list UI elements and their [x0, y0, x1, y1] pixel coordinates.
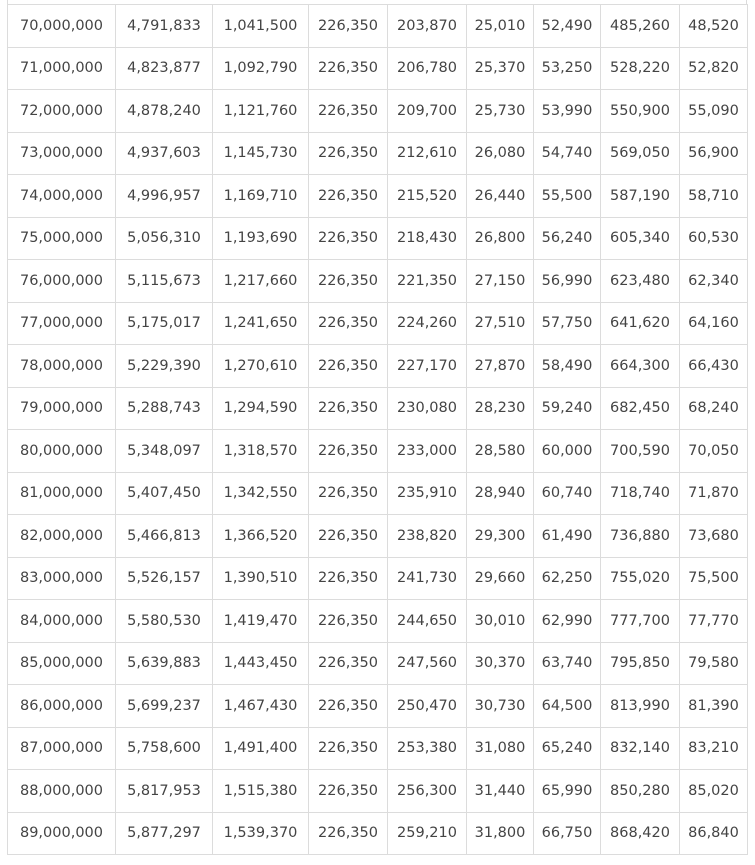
- table-cell: 65,990: [534, 770, 601, 813]
- table-cell: 81,000,000: [8, 472, 116, 515]
- table-row: [8, 770, 748, 813]
- table-cell: 66,430: [680, 345, 748, 388]
- table-cell: 65,240: [534, 727, 601, 770]
- table-cell: 215,520: [388, 175, 467, 218]
- table-cell: 57,750: [534, 302, 601, 345]
- table-row: [8, 90, 748, 133]
- table-cell: 569,050: [601, 132, 680, 175]
- table-cell: 30,010: [467, 600, 534, 643]
- table-body: [8, 5, 748, 855]
- table-cell: 485,260: [601, 5, 680, 48]
- table-cell: 1,041,500: [213, 5, 309, 48]
- table-cell: 30,730: [467, 685, 534, 728]
- table-cell: 641,620: [601, 302, 680, 345]
- table-cell: 1,217,660: [213, 260, 309, 303]
- table-cell: 25,370: [467, 47, 534, 90]
- table-cell: 77,000,000: [8, 302, 116, 345]
- table-cell: 1,491,400: [213, 727, 309, 770]
- table-cell: 75,500: [680, 557, 748, 600]
- table-cell: 795,850: [601, 642, 680, 685]
- table-row: [8, 387, 748, 430]
- table-cell: 54,740: [534, 132, 601, 175]
- table-row: [8, 600, 748, 643]
- table-cell: 230,080: [388, 387, 467, 430]
- table-cell: 58,710: [680, 175, 748, 218]
- table-cell: 87,000,000: [8, 727, 116, 770]
- table-cell: 5,817,953: [116, 770, 213, 813]
- table-cell: 58,490: [534, 345, 601, 388]
- table-cell: 31,800: [467, 812, 534, 855]
- table-cell: 250,470: [388, 685, 467, 728]
- table-cell: 700,590: [601, 430, 680, 473]
- table-cell: 72,000,000: [8, 90, 116, 133]
- table-cell: 664,300: [601, 345, 680, 388]
- table-row: [8, 217, 748, 260]
- table-cell: 813,990: [601, 685, 680, 728]
- table-row: [8, 132, 748, 175]
- table-cell: 64,160: [680, 302, 748, 345]
- table-cell: 209,700: [388, 90, 467, 133]
- table-cell: 88,000,000: [8, 770, 116, 813]
- table-cell: 1,515,380: [213, 770, 309, 813]
- table-cell: 1,270,610: [213, 345, 309, 388]
- table-cell: 226,350: [309, 90, 388, 133]
- table-cell: 48,520: [680, 5, 748, 48]
- table-cell: 1,294,590: [213, 387, 309, 430]
- table-cell: 5,056,310: [116, 217, 213, 260]
- table-cell: 1,390,510: [213, 557, 309, 600]
- table-cell: 868,420: [601, 812, 680, 855]
- table-cell: 64,500: [534, 685, 601, 728]
- table-cell: 226,350: [309, 47, 388, 90]
- table-cell: 86,000,000: [8, 685, 116, 728]
- table-cell: 226,350: [309, 430, 388, 473]
- table-cell: 52,490: [534, 5, 601, 48]
- table-cell: 53,250: [534, 47, 601, 90]
- table-cell: 59,240: [534, 387, 601, 430]
- table-cell: 5,175,017: [116, 302, 213, 345]
- table-cell: 226,350: [309, 5, 388, 48]
- table-cell: 70,050: [680, 430, 748, 473]
- table-cell: 218,430: [388, 217, 467, 260]
- table-cell: 5,758,600: [116, 727, 213, 770]
- table-cell: 850,280: [601, 770, 680, 813]
- table-row: [8, 812, 748, 855]
- table-cell: 226,350: [309, 132, 388, 175]
- table-cell: 256,300: [388, 770, 467, 813]
- table-cell: 79,000,000: [8, 387, 116, 430]
- table-cell: 85,020: [680, 770, 748, 813]
- table-cell: 1,539,370: [213, 812, 309, 855]
- table-cell: 80,000,000: [8, 430, 116, 473]
- table-cell: 60,740: [534, 472, 601, 515]
- table-cell: 31,440: [467, 770, 534, 813]
- table-cell: 29,300: [467, 515, 534, 558]
- table-cell: 1,467,430: [213, 685, 309, 728]
- table-cell: 75,000,000: [8, 217, 116, 260]
- table-cell: 89,000,000: [8, 812, 116, 855]
- table-cell: 56,240: [534, 217, 601, 260]
- table-cell: 226,350: [309, 260, 388, 303]
- table-cell: 53,990: [534, 90, 601, 133]
- table-cell: 587,190: [601, 175, 680, 218]
- table-cell: 259,210: [388, 812, 467, 855]
- table-cell: 226,350: [309, 642, 388, 685]
- table-cell: 85,000,000: [8, 642, 116, 685]
- table-cell: 226,350: [309, 302, 388, 345]
- table-cell: 62,340: [680, 260, 748, 303]
- table-cell: 29,660: [467, 557, 534, 600]
- table-cell: 777,700: [601, 600, 680, 643]
- table-cell: 1,318,570: [213, 430, 309, 473]
- table-cell: 73,000,000: [8, 132, 116, 175]
- table-cell: 27,870: [467, 345, 534, 388]
- table-cell: 31,080: [467, 727, 534, 770]
- table-cell: 623,480: [601, 260, 680, 303]
- table-cell: 605,340: [601, 217, 680, 260]
- table-row: [8, 302, 748, 345]
- table-cell: 78,000,000: [8, 345, 116, 388]
- table-cell: 83,210: [680, 727, 748, 770]
- table-cell: 226,350: [309, 727, 388, 770]
- table-cell: 241,730: [388, 557, 467, 600]
- table-cell: 55,090: [680, 90, 748, 133]
- table-row: [8, 685, 748, 728]
- table-cell: 63,740: [534, 642, 601, 685]
- table-cell: 203,870: [388, 5, 467, 48]
- table-cell: 68,240: [680, 387, 748, 430]
- table-cell: 60,000: [534, 430, 601, 473]
- table-cell: 66,750: [534, 812, 601, 855]
- table-cell: 5,407,450: [116, 472, 213, 515]
- table-cell: 5,229,390: [116, 345, 213, 388]
- table-cell: 52,820: [680, 47, 748, 90]
- table-cell: 25,010: [467, 5, 534, 48]
- table-cell: 226,350: [309, 685, 388, 728]
- table-cell: 5,466,813: [116, 515, 213, 558]
- table-cell: 4,823,877: [116, 47, 213, 90]
- table-cell: 26,080: [467, 132, 534, 175]
- table-cell: 1,443,450: [213, 642, 309, 685]
- table-cell: 61,490: [534, 515, 601, 558]
- table-cell: 832,140: [601, 727, 680, 770]
- table-cell: 226,350: [309, 345, 388, 388]
- table-cell: 206,780: [388, 47, 467, 90]
- table-row: [8, 345, 748, 388]
- table-cell: 28,940: [467, 472, 534, 515]
- table-cell: 1,366,520: [213, 515, 309, 558]
- table-cell: 60,530: [680, 217, 748, 260]
- table-cell: 226,350: [309, 770, 388, 813]
- table-cell: 5,288,743: [116, 387, 213, 430]
- table-cell: 682,450: [601, 387, 680, 430]
- table-cell: 71,000,000: [8, 47, 116, 90]
- table-cell: 233,000: [388, 430, 467, 473]
- table-cell: 224,260: [388, 302, 467, 345]
- table-cell: 25,730: [467, 90, 534, 133]
- table-cell: 56,900: [680, 132, 748, 175]
- table-cell: 1,121,760: [213, 90, 309, 133]
- table-cell: 27,510: [467, 302, 534, 345]
- table-cell: 235,910: [388, 472, 467, 515]
- table-cell: 227,170: [388, 345, 467, 388]
- table-cell: 74,000,000: [8, 175, 116, 218]
- table-cell: 82,000,000: [8, 515, 116, 558]
- table-row: [8, 5, 748, 48]
- table-row: [8, 557, 748, 600]
- table-cell: 56,990: [534, 260, 601, 303]
- table-cell: 1,419,470: [213, 600, 309, 643]
- table-cell: 5,699,237: [116, 685, 213, 728]
- table-cell: 4,937,603: [116, 132, 213, 175]
- table-cell: 84,000,000: [8, 600, 116, 643]
- table-cell: 550,900: [601, 90, 680, 133]
- table-cell: 5,526,157: [116, 557, 213, 600]
- table-row: [8, 430, 748, 473]
- table-cell: 83,000,000: [8, 557, 116, 600]
- table-cell: 26,440: [467, 175, 534, 218]
- table-cell: 226,350: [309, 175, 388, 218]
- table-cell: 70,000,000: [8, 5, 116, 48]
- table-cell: 226,350: [309, 515, 388, 558]
- table-cell: 253,380: [388, 727, 467, 770]
- table-cell: 62,990: [534, 600, 601, 643]
- table-cell: 26,800: [467, 217, 534, 260]
- table-cell: 1,193,690: [213, 217, 309, 260]
- table-row: [8, 175, 748, 218]
- table-cell: 244,650: [388, 600, 467, 643]
- table-cell: 226,350: [309, 387, 388, 430]
- table-cell: 5,115,673: [116, 260, 213, 303]
- table-cell: 226,350: [309, 600, 388, 643]
- table-row: [8, 472, 748, 515]
- table-cell: 226,350: [309, 557, 388, 600]
- table-cell: 27,150: [467, 260, 534, 303]
- table-cell: 55,500: [534, 175, 601, 218]
- table-row: [8, 642, 748, 685]
- table-cell: 247,560: [388, 642, 467, 685]
- table-cell: 718,740: [601, 472, 680, 515]
- table-cell: 28,580: [467, 430, 534, 473]
- table-cell: 1,092,790: [213, 47, 309, 90]
- table-cell: 79,580: [680, 642, 748, 685]
- table-cell: 226,350: [309, 217, 388, 260]
- table-cell: 736,880: [601, 515, 680, 558]
- table-cell: 755,020: [601, 557, 680, 600]
- table-cell: 86,840: [680, 812, 748, 855]
- table-cell: 5,348,097: [116, 430, 213, 473]
- table-cell: 226,350: [309, 472, 388, 515]
- table-cell: 528,220: [601, 47, 680, 90]
- table-row: [8, 260, 748, 303]
- table-cell: 76,000,000: [8, 260, 116, 303]
- table-cell: 77,770: [680, 600, 748, 643]
- table-cell: 1,145,730: [213, 132, 309, 175]
- table-cell: 81,390: [680, 685, 748, 728]
- table-cell: 226,350: [309, 812, 388, 855]
- table-cell: 30,370: [467, 642, 534, 685]
- salary-table-container: [7, 4, 747, 855]
- table-cell: 221,350: [388, 260, 467, 303]
- table-row: [8, 515, 748, 558]
- table-cell: 4,996,957: [116, 175, 213, 218]
- table-cell: 28,230: [467, 387, 534, 430]
- table-cell: 71,870: [680, 472, 748, 515]
- table-cell: 5,639,883: [116, 642, 213, 685]
- table-cell: 5,580,530: [116, 600, 213, 643]
- table-cell: 212,610: [388, 132, 467, 175]
- table-row: [8, 727, 748, 770]
- table-cell: 1,169,710: [213, 175, 309, 218]
- table-cell: 4,878,240: [116, 90, 213, 133]
- table-cell: 1,241,650: [213, 302, 309, 345]
- table-row: [8, 47, 748, 90]
- table-cell: 1,342,550: [213, 472, 309, 515]
- table-cell: 5,877,297: [116, 812, 213, 855]
- table-cell: 62,250: [534, 557, 601, 600]
- salary-deduction-table: [7, 4, 748, 855]
- table-cell: 73,680: [680, 515, 748, 558]
- table-cell: 238,820: [388, 515, 467, 558]
- table-cell: 4,791,833: [116, 5, 213, 48]
